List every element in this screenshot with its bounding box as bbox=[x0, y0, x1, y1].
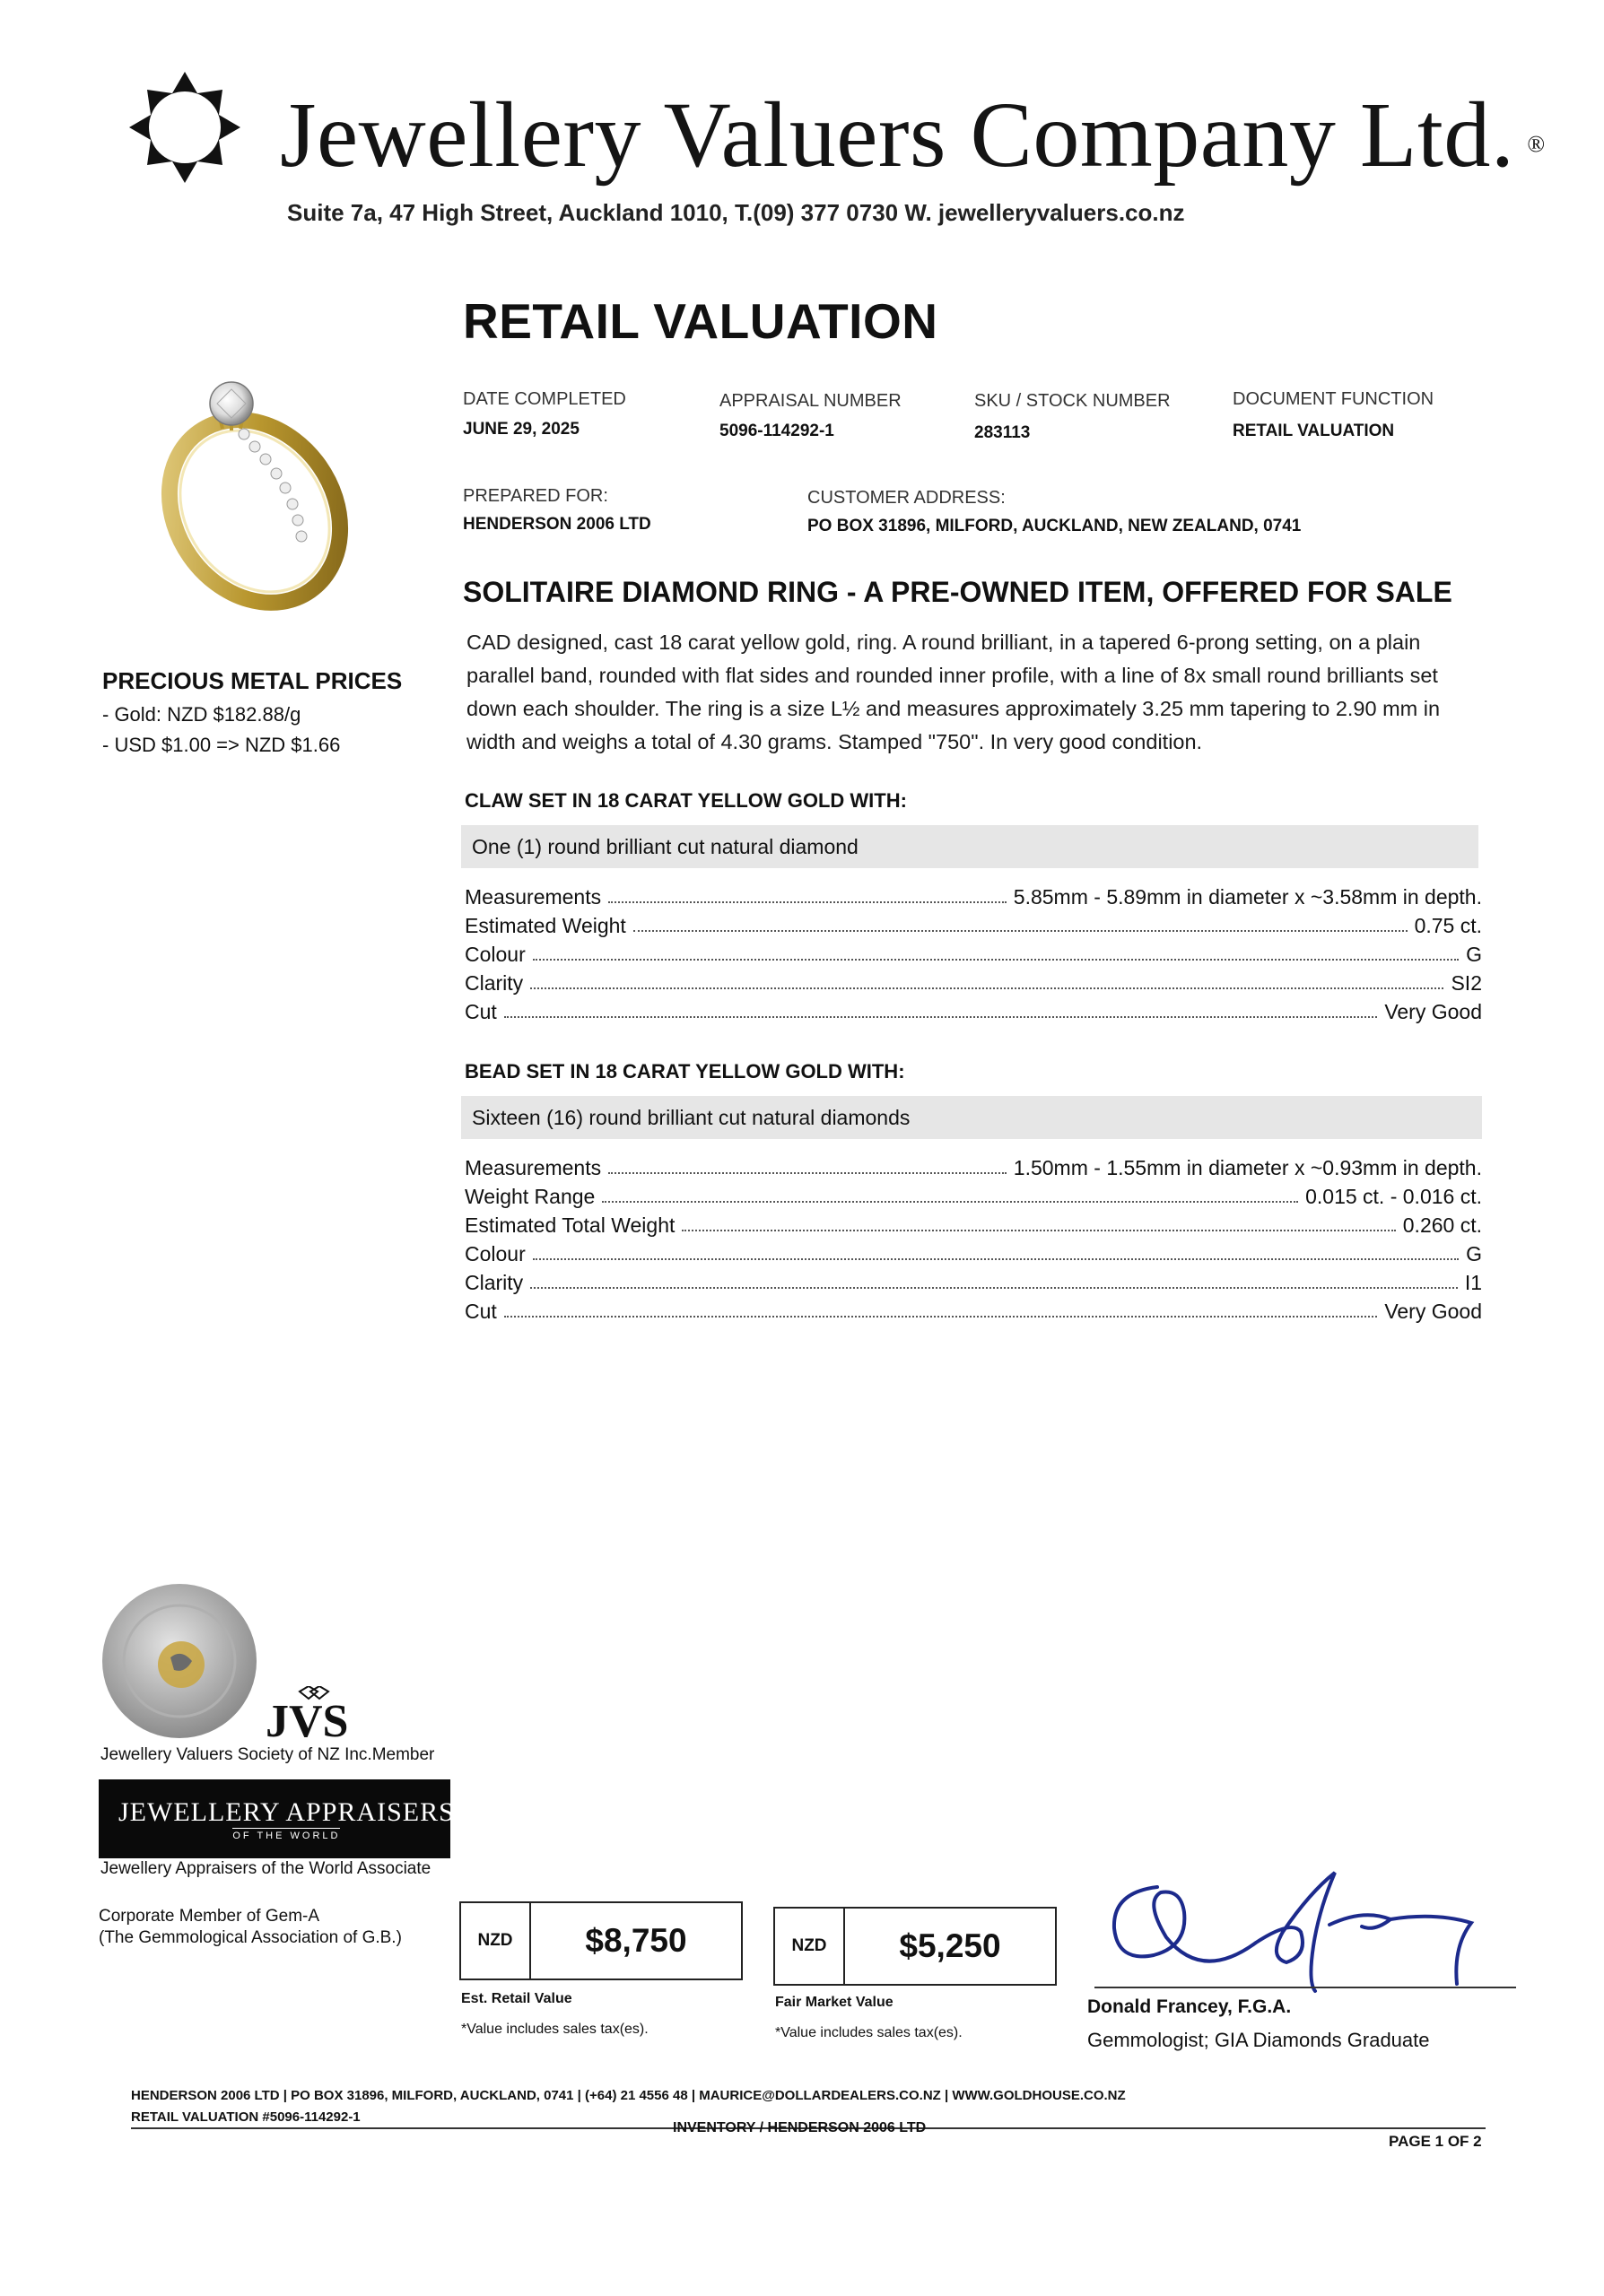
retail-value-label: Est. Retail Value bbox=[461, 1991, 572, 2006]
prepared-for-label: PREPARED FOR: bbox=[463, 486, 608, 506]
jaw-banner bbox=[99, 1779, 455, 1858]
jaw-title: JEWELLERY APPRAISERS bbox=[118, 1796, 455, 1827]
ring-photo bbox=[154, 359, 361, 619]
document-function-value: RETAIL VALUATION bbox=[1233, 422, 1395, 440]
prepared-for-value: HENDERSON 2006 LTD bbox=[463, 515, 651, 534]
footer-center: INVENTORY / HENDERSON 2006 LTD bbox=[673, 2120, 927, 2135]
item-description: CAD designed, cast 18 carat yellow gold, ring. A round brilliant, in a tapered 6-prong setting, on a plain parallel band, rounded with flat sides and rounded inner profile, with a line of 8x small round brilliants set down each shoulder. The ring is a size L½ and measures approximately 3.25 mm tapering to 2.90 mm in width and weighs a total of 4.30 grams. Stamped "750". In very good condition. bbox=[466, 631, 1441, 753]
company-name: Jewellery Valuers Company Ltd. ® bbox=[280, 83, 1546, 187]
spec-value: G bbox=[1466, 1242, 1482, 1265]
signatory-name: Donald Francey, F.G.A. bbox=[1087, 1996, 1292, 2017]
spec-value: SI2 bbox=[1451, 971, 1482, 995]
spec-value: G bbox=[1466, 943, 1482, 966]
leader-dots bbox=[530, 987, 1443, 989]
leader-dots bbox=[682, 1230, 1395, 1231]
claw-measurements-row bbox=[465, 883, 1482, 909]
footer-reference: RETAIL VALUATION #5096-114292-1 bbox=[131, 2109, 361, 2125]
spec-value: I1 bbox=[1464, 1271, 1482, 1294]
spec-label: Cut bbox=[465, 1000, 497, 1023]
document-function-label: DOCUMENT FUNCTION bbox=[1233, 389, 1434, 409]
jaw-caption: Jewellery Appraisers of the World Associate bbox=[100, 1859, 432, 1878]
fair-market-amount: $5,250 bbox=[899, 1927, 1001, 1964]
retail-currency: NZD bbox=[461, 1903, 531, 1979]
page-number: PAGE 1 OF 2 bbox=[1389, 2133, 1482, 2150]
appraisal-number-value: 5096-114292-1 bbox=[719, 422, 834, 440]
sku-label: SKU / STOCK NUMBER bbox=[974, 391, 1171, 411]
leader-dots bbox=[504, 1316, 1378, 1318]
leader-dots bbox=[608, 901, 1007, 903]
spec-value: Very Good bbox=[1384, 1000, 1482, 1023]
jvs-logo-icon bbox=[260, 1686, 386, 1740]
metal-prices-heading: PRECIOUS METAL PRICES bbox=[102, 667, 403, 694]
leader-dots bbox=[533, 1258, 1459, 1260]
claw-colour-row bbox=[465, 940, 1482, 967]
bead-clarity-row bbox=[465, 1268, 1482, 1295]
fair-market-currency: NZD bbox=[775, 1909, 845, 1984]
bead-colour-row bbox=[465, 1239, 1482, 1266]
retail-value-note: *Value includes sales tax(es). bbox=[461, 2022, 649, 2037]
document-title: RETAIL VALUATION bbox=[463, 293, 938, 349]
customer-address-label: CUSTOMER ADDRESS: bbox=[807, 488, 1006, 508]
signature-image bbox=[1094, 1857, 1516, 2000]
jvs-caption: Jewellery Valuers Society of NZ Inc.Member bbox=[100, 1745, 435, 1764]
spec-label: Measurements bbox=[465, 1156, 602, 1179]
gem-a-association: (The Gemmological Association of G.B.) bbox=[99, 1928, 402, 1947]
customer-address-value: PO BOX 31896, MILFORD, AUCKLAND, NEW ZEALAND, 0741 bbox=[807, 517, 1302, 535]
jaw-subtitle: OF THE WORLD bbox=[232, 1828, 340, 1841]
fair-market-value-box bbox=[773, 1907, 1057, 1986]
sku-value: 283113 bbox=[974, 423, 1031, 442]
date-completed-value: JUNE 29, 2025 bbox=[463, 420, 580, 439]
leader-dots bbox=[602, 1201, 1298, 1203]
spec-value: Very Good bbox=[1384, 1300, 1482, 1323]
gem-a-membership: Corporate Member of Gem-A bbox=[99, 1907, 320, 1926]
spec-label: Measurements bbox=[465, 885, 602, 909]
claw-set-heading: CLAW SET IN 18 CARAT YELLOW GOLD WITH: bbox=[465, 789, 907, 812]
bead-weight-range-row bbox=[465, 1182, 1482, 1209]
bead-total-weight-row bbox=[465, 1211, 1482, 1238]
date-completed-label: DATE COMPLETED bbox=[463, 389, 626, 409]
leader-dots bbox=[608, 1172, 1007, 1174]
bead-measurements-row bbox=[465, 1153, 1482, 1180]
leader-dots bbox=[504, 1016, 1378, 1018]
spec-label: Estimated Weight bbox=[465, 914, 626, 937]
company-address: Suite 7a, 47 High Street, Auckland 1010, T.(09) 377 0730 W. jewelleryvaluers.co.nz bbox=[287, 199, 1185, 226]
leader-dots bbox=[633, 930, 1408, 932]
retail-value-box bbox=[459, 1901, 743, 1980]
leader-dots bbox=[530, 1287, 1458, 1289]
fair-market-value-note: *Value includes sales tax(es). bbox=[775, 2025, 963, 2040]
claw-cut-row bbox=[465, 997, 1482, 1024]
registered-mark: ® bbox=[1527, 131, 1546, 158]
bead-set-stone-text: Sixteen (16) round brilliant cut natural diamonds bbox=[472, 1105, 911, 1129]
claw-clarity-row bbox=[465, 969, 1482, 996]
footer-contact: HENDERSON 2006 LTD | PO BOX 31896, MILFORD, AUCKLAND, 0741 | (+64) 21 4556 48 | MAURICE@DOLLARDEALERS.CO.NZ | WWW.GOLDHOUSE.CO.NZ bbox=[131, 2088, 1126, 2103]
spec-label: Weight Range bbox=[465, 1185, 596, 1208]
spec-label: Estimated Total Weight bbox=[465, 1213, 676, 1237]
spec-value: 0.75 ct. bbox=[1414, 914, 1482, 937]
exchange-rate: - USD $1.00 => NZD $1.66 bbox=[102, 734, 341, 756]
claw-set-stone-text: One (1) round brilliant cut natural diamond bbox=[472, 834, 859, 858]
society-seal-icon bbox=[99, 1580, 260, 1742]
spec-label: Colour bbox=[465, 943, 526, 966]
spec-label: Colour bbox=[465, 1242, 526, 1265]
bead-cut-row bbox=[465, 1297, 1482, 1324]
gold-price: - Gold: NZD $182.88/g bbox=[102, 703, 301, 726]
company-logo-icon bbox=[127, 70, 242, 185]
spec-value: 0.260 ct. bbox=[1402, 1213, 1482, 1237]
claw-weight-row bbox=[465, 911, 1482, 938]
fair-market-value-label: Fair Market Value bbox=[775, 1995, 894, 2010]
jvs-mark-text: JVS bbox=[266, 1696, 349, 1740]
appraisal-number-label: APPRAISAL NUMBER bbox=[719, 391, 902, 411]
retail-amount: $8,750 bbox=[585, 1922, 687, 1959]
leader-dots bbox=[533, 959, 1459, 961]
item-heading: SOLITAIRE DIAMOND RING - A PRE-OWNED ITEM, OFFERED FOR SALE bbox=[463, 576, 1452, 608]
spec-label: Clarity bbox=[465, 1271, 524, 1294]
spec-label: Cut bbox=[465, 1300, 497, 1323]
claw-set-stone bbox=[461, 825, 1478, 868]
spec-label: Clarity bbox=[465, 971, 524, 995]
bead-set-stone bbox=[461, 1096, 1482, 1139]
signatory-title: Gemmologist; GIA Diamonds Graduate bbox=[1087, 2029, 1430, 2051]
spec-value: 1.50mm - 1.55mm in diameter x ~0.93mm in depth. bbox=[1013, 1156, 1482, 1179]
spec-value: 5.85mm - 5.89mm in diameter x ~3.58mm in depth. bbox=[1013, 885, 1482, 909]
bead-set-heading: BEAD SET IN 18 CARAT YELLOW GOLD WITH: bbox=[465, 1060, 905, 1083]
spec-value: 0.015 ct. - 0.016 ct. bbox=[1305, 1185, 1482, 1208]
